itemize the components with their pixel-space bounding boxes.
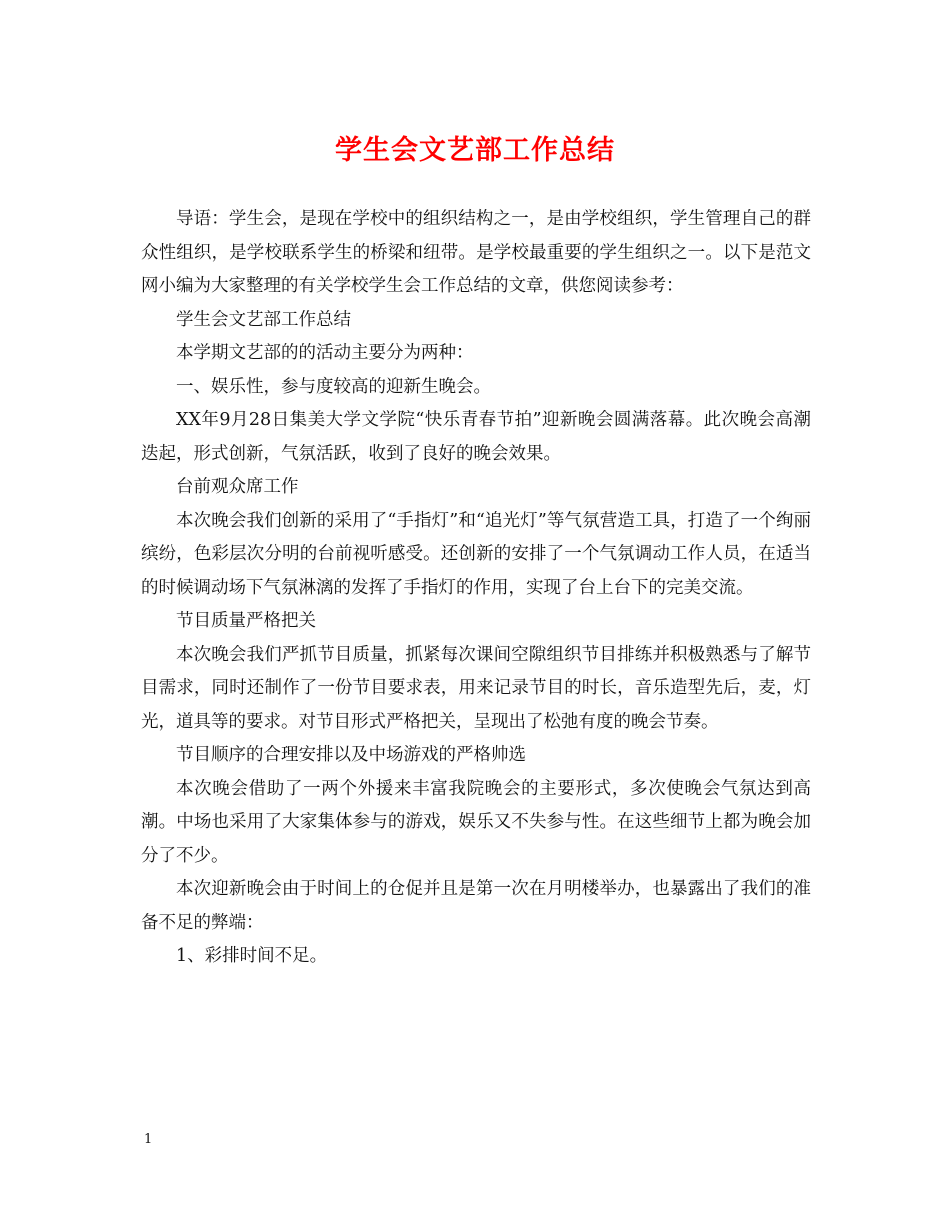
paragraph-intro: 导语：学生会，是现在学校中的组织结构之一，是由学校组织，学生管理自己的群众性组织，是学校联系学生的桥梁和纽带。是学校最重要的学生组织之一。以下是范文网小编为大家整理的有关学校学生会工作总结的文章，供您阅读参考： [141,209,811,296]
page-number: 1 [144,1132,153,1147]
paragraph-audience-work: 本次晚会我们创新的采用了“手指灯”和“追光灯”等气氛营造工具，打造了一个绚丽缤纷，色彩层次分明的台前视听感受。还创新的安排了一个气氛调动工作人员，在适当的时候调动场下气氛淋漓的发挥了手指灯的作用，实现了台上台下的完美交流。 [141,510,811,598]
paragraph-heading-order: 节目顺序的合理安排以及中场游戏的严格帅选 [176,745,526,765]
paragraph-heading-quality: 节目质量严格把关 [176,611,316,631]
paragraph-program-order: 本次晚会借助了一两个外援来丰富我院晚会的主要形式，多次使晚会气氛达到高潮。中场也采用了大家集体参与的游戏，娱乐又不失参与性。在这些细节上都为晚会加分了不少。 [141,778,811,866]
paragraph-section-one: 一、娱乐性，参与度较高的迎新生晚会。 [176,376,491,397]
paragraph-item-one: 1、彩排时间不足。 [176,946,328,966]
document-title: 学生会文艺部工作总结 [335,135,615,166]
paragraph-shortcomings: 本次迎新晚会由于时间上的仓促并且是第一次在月明楼举办，也暴露出了我们的准备不足的弊端： [141,879,811,933]
paragraph-subtitle: 学生会文艺部工作总结 [176,309,351,330]
paragraph-heading-audience: 台前观众席工作 [176,477,299,497]
paragraph-overview: 本学期文艺部的的活动主要分为两种： [176,343,474,363]
paragraph-event-summary: XX年9月28日集美大学文学院“快乐青春节拍”迎新晚会圆满落幕。此次晚会高潮迭起，形式创新，气氛活跃，收到了良好的晚会效果。 [141,410,811,464]
document-body [141,203,811,974]
paragraph-quality-control: 本次晚会我们严抓节目质量，抓紧每次课间空隙组织节目排练并积极熟悉与了解节目需求，同时还制作了一份节目要求表，用来记录节目的时长，音乐造型先后，麦，灯光，道具等的要求。对节目形式严格把关，呈现出了松弛有度的晚会节奏。 [141,644,811,732]
